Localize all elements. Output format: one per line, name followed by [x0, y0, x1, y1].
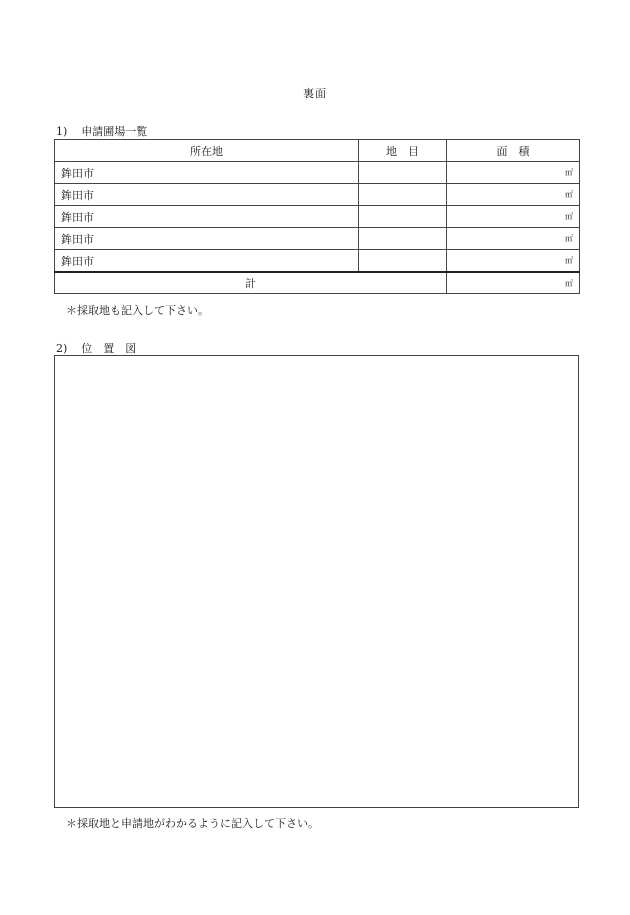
land-category-cell[interactable] — [359, 250, 447, 273]
column-header-area: 面 積 — [447, 140, 580, 162]
land-category-cell[interactable] — [359, 162, 447, 184]
section1-note: ＊採取地も記入して下さい。 — [66, 304, 209, 317]
land-category-cell[interactable] — [359, 206, 447, 228]
table-row — [55, 228, 580, 250]
column-header-land-category: 地 目 — [359, 140, 447, 162]
section1-number: 1) — [56, 125, 68, 138]
section2-heading — [56, 340, 136, 356]
area-cell[interactable]: ㎡ — [447, 228, 580, 250]
total-label: 計 — [55, 272, 447, 294]
area-cell[interactable]: ㎡ — [447, 184, 580, 206]
plot-list-table — [54, 139, 580, 294]
page-title: 裏面 — [303, 87, 327, 100]
section1-heading — [56, 123, 147, 139]
area-cell[interactable]: ㎡ — [447, 250, 580, 273]
location-map-box[interactable] — [54, 355, 579, 808]
area-cell[interactable]: ㎡ — [447, 206, 580, 228]
table-row — [55, 206, 580, 228]
location-cell[interactable]: 鉾田市 — [55, 228, 359, 250]
table-row — [55, 162, 580, 184]
section2-note: ＊採取地と申請地がわかるように記入して下さい。 — [66, 817, 319, 830]
table-row — [55, 250, 580, 273]
land-category-cell[interactable] — [359, 184, 447, 206]
column-header-location: 所在地 — [55, 140, 359, 162]
location-cell[interactable]: 鉾田市 — [55, 184, 359, 206]
land-category-cell[interactable] — [359, 228, 447, 250]
location-cell[interactable]: 鉾田市 — [55, 162, 359, 184]
location-cell[interactable]: 鉾田市 — [55, 206, 359, 228]
table-row — [55, 184, 580, 206]
location-cell[interactable]: 鉾田市 — [55, 250, 359, 273]
section2-title: 位 置 図 — [81, 342, 137, 355]
area-cell[interactable]: ㎡ — [447, 162, 580, 184]
section1-title: 申請圃場一覧 — [81, 125, 148, 138]
total-area-cell[interactable]: ㎡ — [447, 272, 580, 294]
section2-number: 2) — [56, 342, 68, 355]
table-header-row — [55, 140, 580, 162]
total-row — [55, 272, 580, 294]
